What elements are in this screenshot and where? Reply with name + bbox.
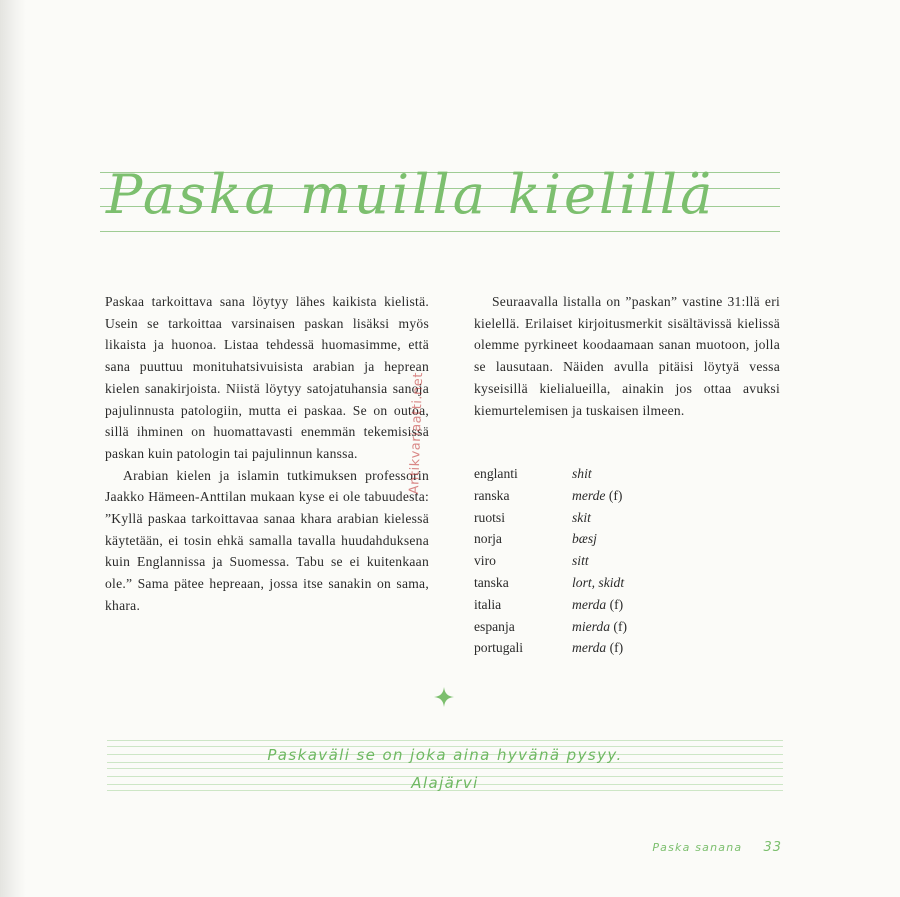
language-name: ruotsi bbox=[474, 509, 505, 525]
language-name: espanja bbox=[474, 618, 515, 634]
translation bbox=[572, 572, 624, 594]
gender-mark: (f) bbox=[606, 640, 624, 656]
page-title: Paska muilla kielillä bbox=[106, 163, 716, 226]
language-name: tanska bbox=[474, 574, 509, 590]
translation-word: lort, skidt bbox=[572, 574, 625, 590]
list-item bbox=[474, 616, 714, 638]
list-item bbox=[474, 637, 714, 659]
translation bbox=[572, 637, 623, 659]
left-column bbox=[105, 291, 429, 617]
title-guide-line bbox=[100, 231, 780, 232]
language-list bbox=[474, 463, 714, 659]
quote-guide-line bbox=[107, 768, 783, 769]
language-name: italia bbox=[474, 596, 502, 612]
translation-word: merde bbox=[572, 487, 606, 503]
paragraph: Paskaa tarkoittava sana löytyy lähes kaikista kielistä. Usein se tarkoittaa varsinaisen paskan lisäksi myös likaista ja huonoa. Listaa tehdessä huomasimme, että sana puuttuu monituhatsivuisista arabian ja heprean kielen sanakirjoista. Niistä löytyy satojatuhansia sanoja pajulinnusta patologiin, mutta ei paskaa. Se on outoa, sillä ihminen on huomattavasti enemmän tekemisissä paskan kuin patologin tai pajulinnun kanssa. bbox=[105, 294, 429, 461]
translation-word: sitt bbox=[572, 553, 589, 569]
translation-word: skit bbox=[572, 509, 591, 525]
right-column bbox=[474, 291, 780, 421]
language-name: portugali bbox=[474, 640, 524, 656]
title-block bbox=[100, 158, 780, 246]
gender-mark: (f) bbox=[606, 596, 624, 612]
gender-mark: (f) bbox=[605, 487, 623, 503]
quote-block bbox=[107, 740, 783, 796]
translation bbox=[572, 594, 623, 616]
translation bbox=[572, 528, 597, 550]
quote-text: Paskaväli se on joka aina hyvänä pysyy. bbox=[267, 746, 623, 764]
translation-word: shit bbox=[572, 466, 592, 481]
section-name: Paska sanana bbox=[652, 841, 743, 854]
list-item bbox=[474, 572, 714, 594]
translation-word: merda bbox=[572, 640, 607, 656]
translation bbox=[572, 485, 622, 507]
language-name: englanti bbox=[474, 466, 518, 481]
quote-guide-line bbox=[107, 740, 783, 741]
watermark: Antikvariaatti.net bbox=[407, 371, 427, 495]
translation bbox=[572, 507, 591, 529]
list-item bbox=[474, 594, 714, 616]
translation-word: bæsj bbox=[572, 531, 597, 547]
list-item bbox=[474, 507, 714, 529]
translation-word: merda bbox=[572, 596, 607, 612]
list-item bbox=[474, 528, 714, 550]
page-gutter-shadow bbox=[0, 0, 26, 897]
paragraph: Arabian kielen ja islamin tutkimuksen professorin Jaakko Hämeen-Anttilan mukaan kyse ei ole tabuudesta: ”Kyllä paskaa tarkoittavaa sanaa khara arabian kielessä käytetään, ei tosin ehkä samalla tavalla huudahduksena kuin Englannissa ja Suomessa. Tabu se ei kuitenkaan ole.” Sama pätee hepreaan, jossa itse sanakin on sama, khara. bbox=[105, 467, 429, 613]
list-item bbox=[474, 550, 714, 572]
translation-word: mierda bbox=[572, 618, 611, 634]
page-number: 33 bbox=[763, 840, 782, 855]
four-point-star-icon bbox=[433, 686, 455, 708]
language-name: norja bbox=[474, 531, 502, 547]
language-name: viro bbox=[474, 553, 496, 569]
translation bbox=[572, 550, 589, 572]
list-item bbox=[474, 485, 714, 507]
gender-mark: (f) bbox=[610, 618, 627, 634]
intro-paragraph: Seuraavalla listalla on ”paskan” vastine 31:llä eri kielellä. Erilaiset kirjoitusmerkit sisältävissä kielissä olemme pyrkineet koodaamaan sanan muotoon, jolla se lausutaan. Näiden avulla pitäisi löytyä vessa kyseisillä kielialueilla, ainakin jos ottaa avuksi kiemurtelemisen ja tuskaisen ilmeen. bbox=[474, 294, 780, 418]
translation bbox=[572, 616, 627, 638]
quote-source: Alajärvi bbox=[411, 774, 479, 792]
language-name: ranska bbox=[474, 487, 510, 503]
translation bbox=[572, 463, 592, 485]
list-item bbox=[474, 463, 714, 485]
page-footer bbox=[652, 836, 782, 855]
